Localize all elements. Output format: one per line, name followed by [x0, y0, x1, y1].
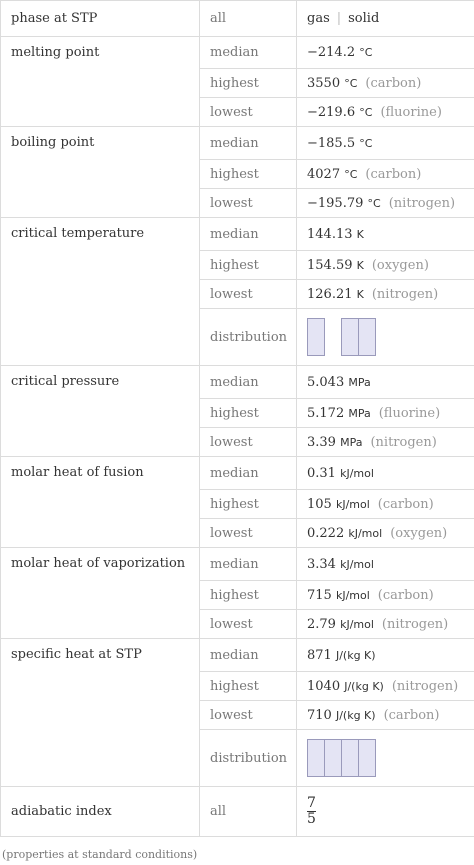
- element-note: (nitrogen): [370, 434, 437, 450]
- value: 871: [307, 647, 332, 663]
- element-note: (carbon): [365, 75, 422, 91]
- histogram-bar: [307, 739, 325, 777]
- property-label: molar heat of fusion: [1, 457, 200, 548]
- value: 5.172: [307, 405, 345, 421]
- value: 3550: [307, 75, 341, 91]
- element-note: (fluorine): [378, 405, 441, 421]
- property-label: critical temperature: [1, 218, 200, 366]
- value-cell: [297, 701, 474, 730]
- value-cell: [297, 399, 474, 428]
- sub-label: distribution: [200, 730, 297, 787]
- value: 715: [307, 587, 332, 603]
- histogram-bar: [341, 318, 359, 356]
- histogram-bar: [324, 739, 342, 777]
- sub-label: lowest: [200, 610, 297, 639]
- table-row: [1, 457, 474, 490]
- value-cell: [297, 428, 474, 457]
- element-note: (carbon): [383, 707, 440, 723]
- element-note: (nitrogen): [391, 678, 459, 694]
- sub-label: lowest: [200, 98, 297, 127]
- value-cell: [297, 218, 474, 251]
- value: 4027: [307, 166, 341, 182]
- element-note: (nitrogen): [371, 286, 439, 302]
- value-cell: [297, 581, 474, 610]
- element-note: (fluorine): [380, 104, 442, 120]
- table-row: [1, 37, 474, 69]
- unit: kJ/mol: [335, 497, 370, 511]
- table-row: [1, 548, 474, 581]
- sub-label: median: [200, 218, 297, 251]
- property-label: melting point: [1, 37, 200, 127]
- element-note: (carbon): [377, 496, 434, 512]
- unit: J/(kg K): [335, 708, 376, 722]
- sub-label: lowest: [200, 519, 297, 548]
- value-cell: [297, 639, 474, 672]
- fraction: [307, 796, 316, 827]
- sub-label: median: [200, 639, 297, 672]
- value: 126.21: [307, 286, 353, 302]
- unit: J/(kg K): [344, 679, 384, 693]
- table-row: [1, 218, 474, 251]
- sub-label: median: [200, 548, 297, 581]
- value-cell: [297, 548, 474, 581]
- value-cell: [297, 280, 474, 309]
- unit: kJ/mol: [335, 588, 370, 602]
- table-row: [1, 366, 474, 399]
- unit: °C: [359, 136, 373, 150]
- value: −214.2: [307, 45, 356, 60]
- value-cell: [297, 490, 474, 519]
- sub-label: median: [200, 127, 297, 160]
- sub-label: highest: [200, 490, 297, 519]
- element-note: (oxygen): [371, 257, 429, 273]
- sub-label: median: [200, 457, 297, 490]
- element-note: (carbon): [365, 166, 422, 182]
- histogram-bar: [358, 318, 376, 356]
- element-note: (nitrogen): [388, 195, 456, 211]
- property-label: phase at STP: [1, 1, 200, 37]
- value-cell: [297, 189, 474, 218]
- unit: kJ/mol: [340, 617, 374, 631]
- sub-label: highest: [200, 160, 297, 189]
- sub-label: highest: [200, 69, 297, 98]
- value-cell: [297, 457, 474, 490]
- distribution-cell: [297, 309, 474, 366]
- histogram-bar: [358, 739, 376, 777]
- unit: kJ/mol: [340, 557, 374, 571]
- value-cell: [297, 127, 474, 160]
- element-note: (carbon): [377, 587, 434, 603]
- value: 5.043: [307, 374, 345, 390]
- value-cell: [297, 519, 474, 548]
- unit: J/(kg K): [335, 648, 376, 662]
- unit: °C: [367, 196, 381, 210]
- sub-label: lowest: [200, 189, 297, 218]
- fraction-numerator: 7: [307, 795, 316, 811]
- footnote: (properties at standard conditions): [2, 848, 198, 861]
- unit: MPa: [340, 435, 363, 449]
- property-label: molar heat of vaporization: [1, 548, 200, 639]
- value-cell: [297, 610, 474, 639]
- unit: kJ/mol: [340, 466, 374, 480]
- property-label: specific heat at STP: [1, 639, 200, 787]
- sub-label: median: [200, 366, 297, 399]
- value-cell: [297, 1, 474, 37]
- element-note: (oxygen): [390, 525, 448, 541]
- sub-label: highest: [200, 251, 297, 280]
- distribution-histogram: [307, 739, 373, 777]
- separator: |: [336, 11, 342, 26]
- sub-label: distribution: [200, 309, 297, 366]
- sub-label: all: [200, 787, 297, 837]
- unit: °C: [344, 167, 358, 181]
- value-cell: [297, 160, 474, 189]
- sub-label: highest: [200, 672, 297, 701]
- sub-label: all: [200, 1, 297, 37]
- value-cell: [297, 98, 474, 127]
- unit: kJ/mol: [348, 526, 383, 540]
- distribution-cell: [297, 730, 474, 787]
- value: 0.31: [307, 465, 336, 481]
- value-cell: [297, 672, 474, 701]
- value-cell: [297, 787, 474, 837]
- value: 3.34: [307, 556, 336, 572]
- unit: MPa: [348, 375, 371, 389]
- table-row: [1, 1, 474, 37]
- sub-label: lowest: [200, 428, 297, 457]
- element-note: (nitrogen): [381, 616, 449, 632]
- sub-label: lowest: [200, 701, 297, 730]
- value: 1040: [307, 678, 341, 694]
- unit: K: [356, 287, 364, 301]
- value: −219.6: [307, 104, 356, 120]
- value: 710: [307, 707, 332, 723]
- value-cell: [297, 366, 474, 399]
- sub-label: highest: [200, 581, 297, 610]
- table-row: [1, 787, 474, 837]
- unit: °C: [344, 76, 358, 90]
- property-label: adiabatic index: [1, 787, 200, 837]
- phase-value: solid: [348, 11, 380, 26]
- distribution-histogram: [307, 318, 373, 356]
- unit: K: [356, 227, 364, 241]
- value-cell: [297, 69, 474, 98]
- value: 2.79: [307, 616, 336, 632]
- property-label: boiling point: [1, 127, 200, 218]
- value: 154.59: [307, 257, 353, 273]
- sub-label: median: [200, 37, 297, 69]
- unit: K: [356, 258, 364, 272]
- value: 105: [307, 496, 332, 512]
- phase-value: gas: [307, 11, 330, 26]
- unit: °C: [359, 105, 373, 119]
- unit: MPa: [348, 406, 371, 420]
- property-label: critical pressure: [1, 366, 200, 457]
- value: −185.5: [307, 135, 356, 151]
- value: 3.39: [307, 434, 336, 450]
- value: −195.79: [307, 195, 364, 211]
- value: 144.13: [307, 226, 353, 242]
- sub-label: highest: [200, 399, 297, 428]
- sub-label: lowest: [200, 280, 297, 309]
- unit: °C: [359, 46, 373, 59]
- table-row: [1, 639, 474, 672]
- fraction-denominator: 5: [307, 811, 316, 827]
- table-row: [1, 127, 474, 160]
- value-cell: [297, 37, 474, 69]
- histogram-bar: [341, 739, 359, 777]
- value-cell: [297, 251, 474, 280]
- histogram-bar: [307, 318, 325, 356]
- value: 0.222: [307, 525, 345, 541]
